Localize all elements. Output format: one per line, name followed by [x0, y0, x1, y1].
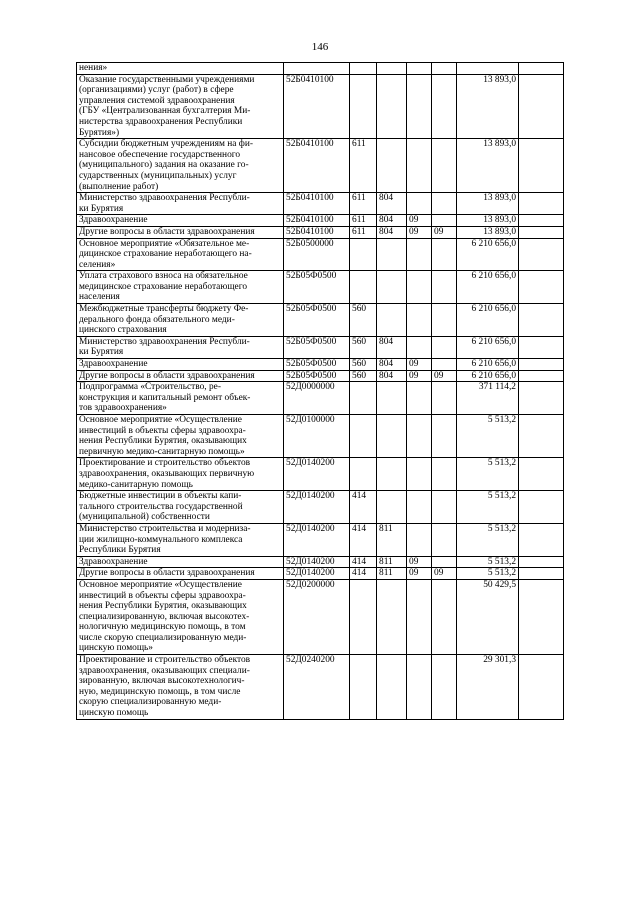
row-ved-cell: 811: [377, 523, 407, 556]
row-pr-cell: [432, 579, 457, 654]
row-rz-cell: 09: [407, 226, 432, 238]
row-amount-cell: 6 210 656,0: [457, 359, 519, 371]
row-ved-cell: [377, 579, 407, 654]
row-code-cell: 52Д0140200: [284, 491, 350, 524]
row-pr-cell: 09: [432, 568, 457, 580]
row-amount-cell: 5 513,2: [457, 556, 519, 568]
row-code-cell: 52Б05Ф0500: [284, 336, 350, 358]
table-row: [77, 491, 564, 524]
row-ved-cell: [377, 74, 407, 139]
row-ved-cell: [377, 415, 407, 458]
row-rz-cell: [407, 458, 432, 491]
row-code-cell: 52Б0410100: [284, 139, 350, 193]
row-extra-cell: [519, 491, 564, 524]
row-amount-cell: 371 114,2: [457, 382, 519, 415]
row-extra-cell: [519, 271, 564, 304]
row-extra-cell: [519, 336, 564, 358]
row-vr-cell: 611: [350, 226, 377, 238]
row-rz-cell: 09: [407, 215, 432, 227]
row-ved-cell: 811: [377, 556, 407, 568]
row-vr-cell: 414: [350, 556, 377, 568]
row-name-cell: Здравоохранение: [77, 359, 284, 371]
row-extra-cell: [519, 63, 564, 75]
row-amount-cell: 5 513,2: [457, 415, 519, 458]
row-vr-cell: 611: [350, 139, 377, 193]
row-name-cell: Оказание государственными учреждениями (организациями) услуг (работ) в сфере управления системой здравоохранения (ГБУ «Централизованная бухгалтерия Ми- нистерства здравоохранения Республики Бурятия»): [77, 74, 284, 139]
row-pr-cell: [432, 336, 457, 358]
row-rz-cell: [407, 491, 432, 524]
row-amount-cell: 5 513,2: [457, 491, 519, 524]
table-row: [77, 193, 564, 215]
row-pr-cell: [432, 655, 457, 720]
row-code-cell: 52Д0140200: [284, 458, 350, 491]
row-pr-cell: [432, 139, 457, 193]
row-ved-cell: [377, 382, 407, 415]
row-name-cell: Здравоохранение: [77, 556, 284, 568]
row-pr-cell: [432, 382, 457, 415]
row-name-cell: Министерство здравоохранения Республи- ки Бурятия: [77, 336, 284, 358]
row-ved-cell: 804: [377, 215, 407, 227]
table-row: [77, 523, 564, 556]
row-code-cell: 52Д0100000: [284, 415, 350, 458]
row-rz-cell: [407, 579, 432, 654]
row-vr-cell: 414: [350, 568, 377, 580]
row-vr-cell: 611: [350, 215, 377, 227]
row-code-cell: 52Д0200000: [284, 579, 350, 654]
row-pr-cell: 09: [432, 226, 457, 238]
row-amount-cell: 5 513,2: [457, 568, 519, 580]
row-ved-cell: 804: [377, 226, 407, 238]
row-extra-cell: [519, 568, 564, 580]
row-name-cell: Проектирование и строительство объектов здравоохранения, оказывающих первичную медико-санитарную помощь: [77, 458, 284, 491]
row-extra-cell: [519, 74, 564, 139]
row-code-cell: 52Б05Ф0500: [284, 304, 350, 337]
row-vr-cell: [350, 271, 377, 304]
table-row: [77, 568, 564, 580]
table-row: [77, 226, 564, 238]
row-pr-cell: 09: [432, 370, 457, 382]
row-vr-cell: 611: [350, 193, 377, 215]
row-rz-cell: [407, 63, 432, 75]
row-vr-cell: 414: [350, 523, 377, 556]
row-pr-cell: [432, 359, 457, 371]
row-name-cell: Основное мероприятие «Обязательное ме- дицинское страхование неработающего на- селения»: [77, 238, 284, 271]
table-row: [77, 271, 564, 304]
row-pr-cell: [432, 491, 457, 524]
row-code-cell: 52Б05Ф0500: [284, 370, 350, 382]
row-code-cell: [284, 63, 350, 75]
row-code-cell: 52Д0140200: [284, 523, 350, 556]
row-name-cell: Уплата страхового взноса на обязательное медицинское страхование неработающего населения: [77, 271, 284, 304]
table-row: [77, 382, 564, 415]
row-ved-cell: [377, 304, 407, 337]
row-rz-cell: [407, 193, 432, 215]
row-extra-cell: [519, 215, 564, 227]
row-amount-cell: 5 513,2: [457, 458, 519, 491]
row-pr-cell: [432, 215, 457, 227]
row-ved-cell: 811: [377, 568, 407, 580]
row-name-cell: Другие вопросы в области здравоохранения: [77, 370, 284, 382]
row-vr-cell: [350, 458, 377, 491]
row-amount-cell: 13 893,0: [457, 193, 519, 215]
row-vr-cell: [350, 238, 377, 271]
table-row: [77, 458, 564, 491]
row-rz-cell: 09: [407, 359, 432, 371]
table-row: [77, 215, 564, 227]
row-rz-cell: [407, 336, 432, 358]
row-amount-cell: 50 429,5: [457, 579, 519, 654]
row-amount-cell: 6 210 656,0: [457, 238, 519, 271]
page-number: 146: [311, 41, 329, 53]
row-code-cell: 52Б0410100: [284, 215, 350, 227]
row-rz-cell: [407, 238, 432, 271]
row-ved-cell: 804: [377, 370, 407, 382]
row-vr-cell: [350, 415, 377, 458]
row-extra-cell: [519, 359, 564, 371]
table-row: [77, 579, 564, 654]
row-name-cell: Межбюджетные трансферты бюджету Фе- дерального фонда обязательного меди- цинского страхования: [77, 304, 284, 337]
row-code-cell: 52Б0500000: [284, 238, 350, 271]
row-rz-cell: [407, 382, 432, 415]
row-extra-cell: [519, 238, 564, 271]
row-code-cell: 52Б05Ф0500: [284, 359, 350, 371]
row-rz-cell: [407, 74, 432, 139]
row-code-cell: 52Б0410100: [284, 226, 350, 238]
table-row: [77, 556, 564, 568]
row-amount-cell: [457, 63, 519, 75]
row-extra-cell: [519, 382, 564, 415]
table-row: [77, 304, 564, 337]
table-row: [77, 370, 564, 382]
row-extra-cell: [519, 139, 564, 193]
row-pr-cell: [432, 193, 457, 215]
budget-table: [76, 62, 564, 720]
row-pr-cell: [432, 523, 457, 556]
row-amount-cell: 6 210 656,0: [457, 336, 519, 358]
row-vr-cell: 560: [350, 359, 377, 371]
row-extra-cell: [519, 370, 564, 382]
table-row: [77, 63, 564, 75]
row-ved-cell: [377, 491, 407, 524]
row-name-cell: Другие вопросы в области здравоохранения: [77, 568, 284, 580]
row-extra-cell: [519, 579, 564, 654]
row-code-cell: 52Б0410100: [284, 74, 350, 139]
row-extra-cell: [519, 655, 564, 720]
row-rz-cell: 09: [407, 370, 432, 382]
row-vr-cell: [350, 579, 377, 654]
row-vr-cell: [350, 382, 377, 415]
row-name-cell: Министерство строительства и модерниза- ции жилищно-коммунального комплекса Республики Бурятия: [77, 523, 284, 556]
row-code-cell: 52Д0140200: [284, 556, 350, 568]
row-pr-cell: [432, 271, 457, 304]
row-extra-cell: [519, 556, 564, 568]
row-rz-cell: [407, 139, 432, 193]
row-name-cell: Основное мероприятие «Осуществление инвестиций в объекты сферы здравоохра- нения Республики Бурятия, оказывающих специализированную, включая высокотех- нологичную медицинскую помощь, в том числе скорую специализированную меди- цинскую помощь»: [77, 579, 284, 654]
row-vr-cell: 414: [350, 491, 377, 524]
row-name-cell: Основное мероприятие «Осуществление инвестиций в объекты сферы здравоохра- нения Республики Бурятия, оказывающих первичную медико-санитарную помощь»: [77, 415, 284, 458]
row-amount-cell: 6 210 656,0: [457, 370, 519, 382]
row-ved-cell: 804: [377, 359, 407, 371]
table-row: [77, 655, 564, 720]
row-name-cell: Здравоохранение: [77, 215, 284, 227]
row-ved-cell: [377, 655, 407, 720]
row-vr-cell: [350, 655, 377, 720]
row-name-cell: Субсидии бюджетным учреждениям на фи- нансовое обеспечение государственного (муниципального) задания на оказание го- сударственных (муниципальных) услуг (выполнение работ): [77, 139, 284, 193]
row-extra-cell: [519, 415, 564, 458]
table-row: [77, 336, 564, 358]
row-name-cell: Проектирование и строительство объектов здравоохранения, оказывающих специали- зированную, включая высокотехнологич- ную, медицинскую помощь, в том числе скорую специализированную меди- цинскую помощь: [77, 655, 284, 720]
row-rz-cell: 09: [407, 556, 432, 568]
row-ved-cell: 804: [377, 336, 407, 358]
row-amount-cell: 13 893,0: [457, 215, 519, 227]
row-extra-cell: [519, 304, 564, 337]
row-name-cell: Подпрограмма «Строительство, ре- конструкция и капитальный ремонт объек- тов здравоохранения»: [77, 382, 284, 415]
row-pr-cell: [432, 238, 457, 271]
row-vr-cell: [350, 74, 377, 139]
row-amount-cell: 13 893,0: [457, 139, 519, 193]
row-extra-cell: [519, 226, 564, 238]
row-amount-cell: 6 210 656,0: [457, 271, 519, 304]
row-pr-cell: [432, 74, 457, 139]
row-amount-cell: 29 301,3: [457, 655, 519, 720]
table-row: [77, 74, 564, 139]
row-name-cell: Министерство здравоохранения Республи- ки Бурятия: [77, 193, 284, 215]
row-vr-cell: [350, 63, 377, 75]
row-rz-cell: [407, 523, 432, 556]
row-pr-cell: [432, 415, 457, 458]
row-rz-cell: [407, 655, 432, 720]
row-pr-cell: [432, 458, 457, 491]
row-extra-cell: [519, 193, 564, 215]
table-row: [77, 415, 564, 458]
table-row: [77, 238, 564, 271]
row-ved-cell: [377, 63, 407, 75]
row-name-cell: Другие вопросы в области здравоохранения: [77, 226, 284, 238]
row-rz-cell: [407, 304, 432, 337]
table-row: [77, 139, 564, 193]
row-amount-cell: 5 513,2: [457, 523, 519, 556]
row-ved-cell: [377, 271, 407, 304]
row-code-cell: 52Д0240200: [284, 655, 350, 720]
row-extra-cell: [519, 458, 564, 491]
row-extra-cell: [519, 523, 564, 556]
row-vr-cell: 560: [350, 304, 377, 337]
row-code-cell: 52Д0000000: [284, 382, 350, 415]
row-ved-cell: [377, 458, 407, 491]
row-code-cell: 52Б0410100: [284, 193, 350, 215]
row-rz-cell: [407, 271, 432, 304]
row-pr-cell: [432, 304, 457, 337]
table-row: [77, 359, 564, 371]
row-rz-cell: 09: [407, 568, 432, 580]
row-vr-cell: 560: [350, 370, 377, 382]
row-code-cell: 52Д0140200: [284, 568, 350, 580]
row-name-cell: нения»: [77, 63, 284, 75]
row-vr-cell: 560: [350, 336, 377, 358]
row-pr-cell: [432, 556, 457, 568]
row-code-cell: 52Б05Ф0500: [284, 271, 350, 304]
row-name-cell: Бюджетные инвестиции в объекты капи- тального строительства государственной (муниципальной) собственности: [77, 491, 284, 524]
row-ved-cell: [377, 139, 407, 193]
row-ved-cell: [377, 238, 407, 271]
row-amount-cell: 13 893,0: [457, 74, 519, 139]
row-ved-cell: 804: [377, 193, 407, 215]
row-amount-cell: 6 210 656,0: [457, 304, 519, 337]
row-pr-cell: [432, 63, 457, 75]
row-rz-cell: [407, 415, 432, 458]
row-amount-cell: 13 893,0: [457, 226, 519, 238]
